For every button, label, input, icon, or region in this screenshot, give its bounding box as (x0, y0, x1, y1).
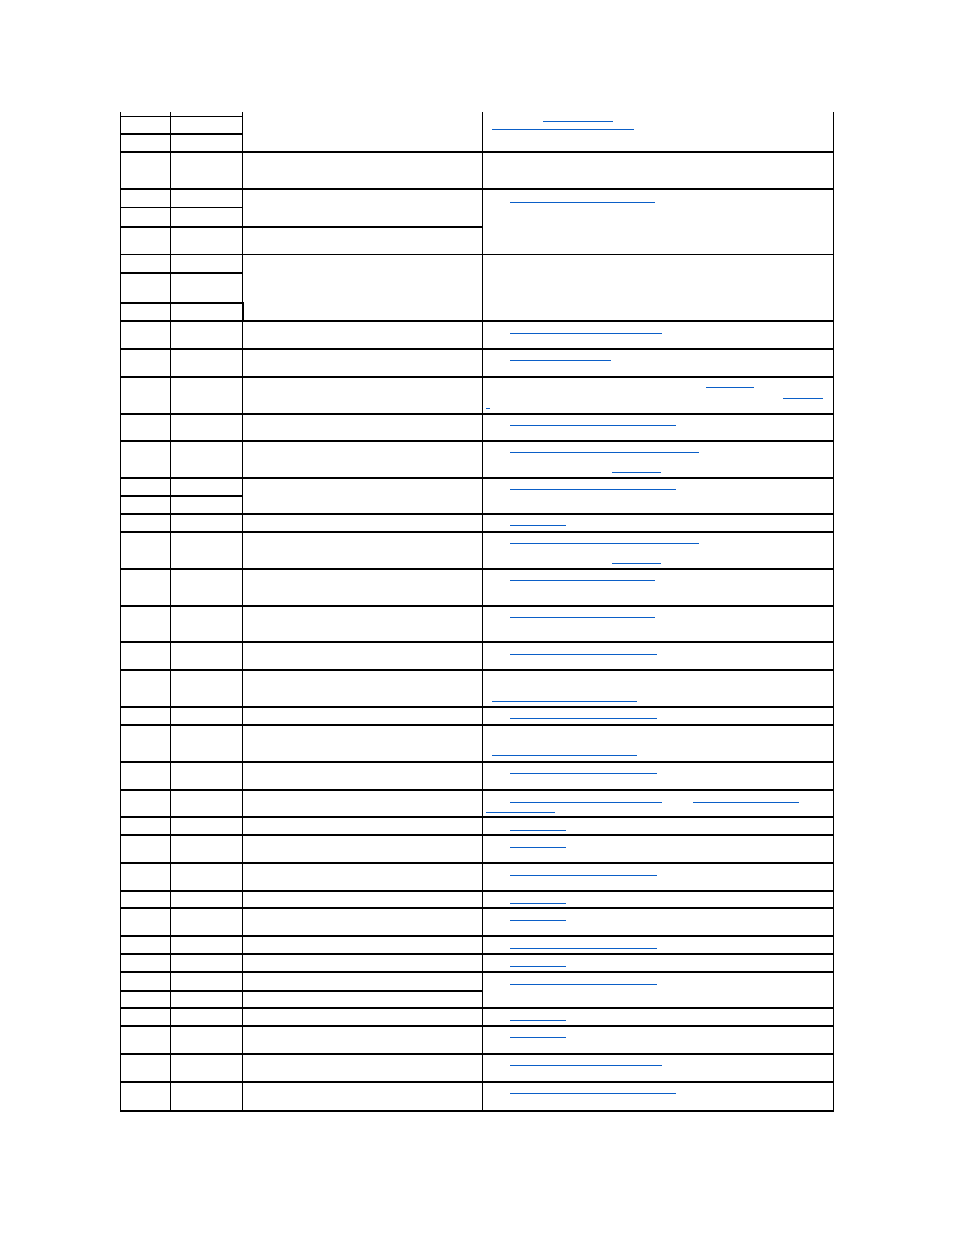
column-divider (170, 112, 171, 1112)
column-divider (242, 112, 243, 1112)
reference-link[interactable] (510, 718, 657, 719)
reference-link[interactable] (543, 121, 613, 122)
row-divider (120, 789, 834, 791)
row-divider (120, 971, 834, 973)
reference-link[interactable] (510, 333, 662, 334)
reference-link[interactable] (510, 948, 657, 949)
row-divider (120, 531, 834, 533)
reference-link[interactable] (492, 701, 637, 702)
reference-link[interactable] (510, 452, 699, 453)
row-divider (120, 226, 483, 228)
reference-link[interactable] (510, 543, 699, 544)
reference-link[interactable] (510, 1037, 566, 1038)
reference-link[interactable] (510, 875, 657, 876)
row-divider (120, 990, 483, 992)
row-divider (120, 477, 834, 479)
row-divider (120, 151, 834, 153)
row-divider (120, 133, 243, 135)
reference-link[interactable] (510, 489, 676, 490)
row-divider (120, 376, 834, 378)
reference-link[interactable] (510, 580, 655, 581)
row-divider (120, 724, 834, 726)
row-divider (120, 188, 834, 190)
reference-link[interactable] (706, 387, 754, 388)
row-divider (120, 1081, 834, 1083)
reference-link[interactable] (510, 360, 611, 361)
row-divider (120, 568, 834, 570)
column-divider (120, 112, 121, 1112)
reference-link[interactable] (510, 847, 566, 848)
row-divider (120, 440, 834, 442)
reference-link[interactable] (510, 425, 676, 426)
row-divider (120, 320, 834, 322)
reference-link[interactable] (510, 654, 657, 655)
row-divider (120, 816, 834, 818)
row-divider (120, 1007, 834, 1009)
row-divider (120, 207, 243, 208)
row-divider (120, 254, 834, 255)
row-divider (120, 706, 834, 708)
reference-link[interactable] (510, 903, 566, 904)
row-divider (120, 495, 243, 497)
row-divider (120, 862, 834, 864)
reference-link[interactable] (492, 129, 634, 130)
reference-link[interactable] (510, 773, 657, 774)
row-divider (120, 641, 834, 643)
reference-link[interactable] (510, 1065, 662, 1066)
reference-link[interactable] (510, 966, 566, 967)
reference-link[interactable] (510, 525, 566, 526)
reference-link[interactable] (486, 812, 555, 813)
reference-link[interactable] (510, 1093, 676, 1094)
reference-link[interactable] (510, 984, 657, 985)
reference-link[interactable] (510, 1020, 566, 1021)
row-divider (120, 272, 243, 274)
column-divider (833, 112, 834, 1112)
row-divider (120, 669, 834, 671)
row-divider (120, 1110, 834, 1112)
row-divider (120, 890, 834, 892)
row-divider (120, 605, 834, 607)
row-divider (120, 761, 834, 763)
reference-link[interactable] (612, 472, 661, 473)
reference-link[interactable] (486, 408, 490, 409)
row-divider (120, 1025, 834, 1027)
reference-link[interactable] (510, 802, 662, 803)
reference-link[interactable] (510, 830, 566, 831)
reference-link[interactable] (612, 563, 661, 564)
reference-link[interactable] (693, 802, 799, 803)
row-divider (120, 116, 243, 117)
row-divider (120, 302, 243, 304)
row-divider (120, 834, 834, 836)
row-divider (120, 935, 834, 937)
row-divider (120, 513, 834, 515)
reference-link[interactable] (510, 617, 655, 618)
row-divider (120, 953, 834, 955)
row-divider (120, 1053, 834, 1055)
column-divider (482, 112, 483, 1112)
reference-link[interactable] (510, 202, 655, 203)
cell-edge (243, 302, 244, 320)
row-divider (120, 348, 834, 350)
reference-link[interactable] (492, 755, 637, 756)
reference-link[interactable] (510, 920, 566, 921)
row-divider (120, 907, 834, 909)
reference-link[interactable] (783, 398, 823, 399)
row-divider (120, 413, 834, 415)
